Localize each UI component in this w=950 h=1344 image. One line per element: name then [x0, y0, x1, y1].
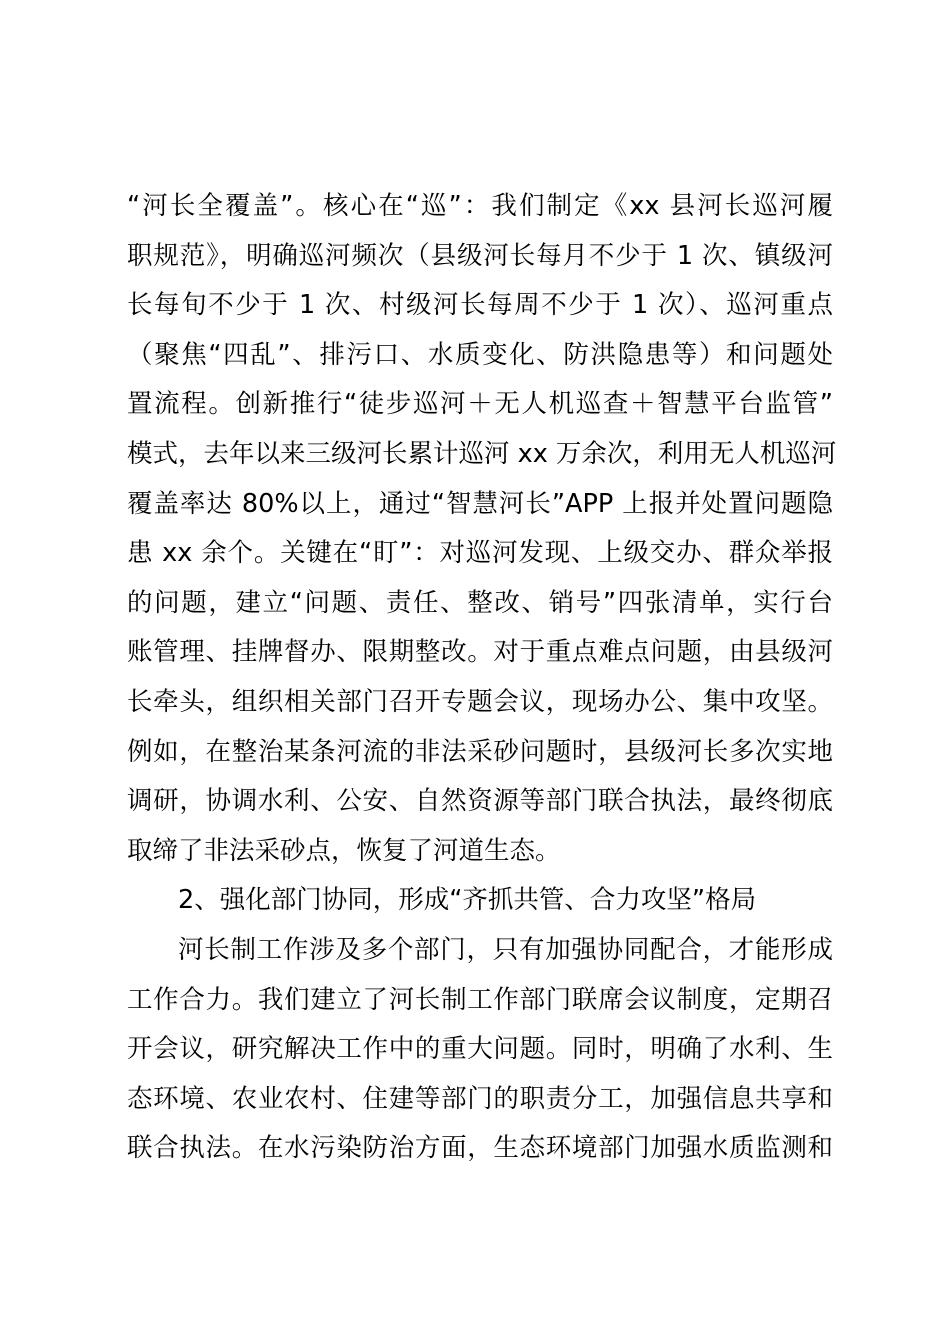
section-heading: 2、强化部门协同，形成“齐抓共管、合力攻坚”格局 [178, 885, 757, 916]
text-line: 取缔了非法采砂点，恢复了河道生态。 [127, 835, 561, 866]
text-line: 的问题，建立“问题、责任、整改、销号”四张清单，实行台 [127, 587, 833, 618]
paragraph-department-coordination [127, 926, 833, 1174]
text-line: 置流程。创新推行“徒步巡河＋无人机巡查＋智慧平台监管” [127, 389, 833, 420]
text-line: 联合执法。在水污染防治方面，生态环境部门加强水质监测和 [127, 1133, 833, 1164]
text-line: 态环境、农业农村、住建等部门的职责分工，加强信息共享和 [127, 1083, 833, 1114]
text-line: 例如，在整治某条河流的非法采砂问题时，县级河长多次实地 [127, 736, 833, 767]
text-line: （聚焦“四乱”、排污口、水质变化、防洪隐患等）和问题处 [127, 339, 833, 370]
text-line: 长每旬不少于 1 次、村级河长每周不少于 1 次）、巡河重点 [127, 290, 833, 321]
text-line: 开会议，研究解决工作中的重大问题。同时，明确了水利、生 [127, 1034, 833, 1065]
text-line: 长牵头，组织相关部门召开专题会议，现场办公、集中攻坚。 [127, 686, 833, 717]
text-line: 调研，协调水利、公安、自然资源等部门联合执法，最终彻底 [127, 786, 833, 817]
body-text [127, 182, 837, 1174]
text-line: 覆盖率达 80%以上，通过“智慧河长”APP 上报并处置问题隐 [127, 488, 833, 519]
text-line: 工作合力。我们建立了河长制工作部门联席会议制度，定期召 [127, 984, 833, 1015]
text-line: 河长制工作涉及多个部门，只有加强协同配合，才能形成 [178, 934, 833, 965]
text-line: 职规范》，明确巡河频次（县级河长每月不少于 1 次、镇级河 [127, 240, 833, 271]
paragraph-river-patrol [127, 182, 837, 876]
text-line: 账管理、挂牌督办、限期整改。对于重点难点问题，由县级河 [127, 637, 833, 668]
text-line: “河长全覆盖”。核心在“巡”：我们制定《xx 县河长巡河履 [127, 191, 833, 221]
text-line: 患 xx 余个。关键在“盯”：对巡河发现、上级交办、群众举报 [127, 538, 833, 569]
text-line: 模式，去年以来三级河长累计巡河 xx 万余次，利用无人机巡河 [127, 438, 837, 469]
